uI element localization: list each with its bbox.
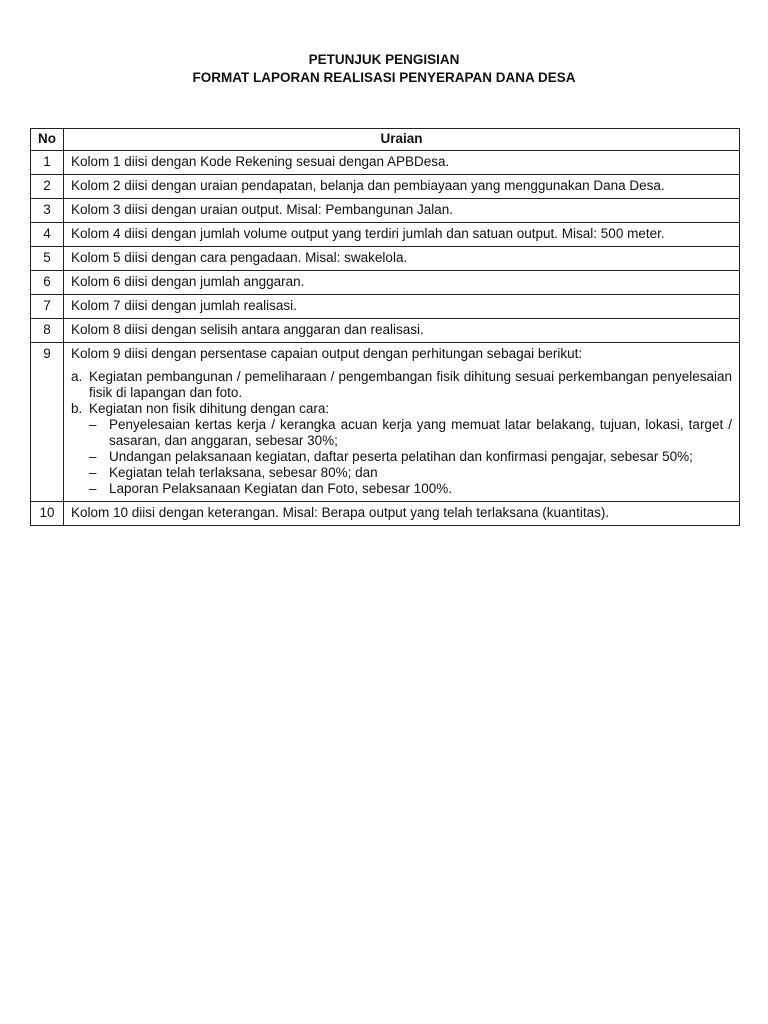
sub-item-b [71, 401, 732, 417]
row-text: Kolom 6 diisi dengan jumlah anggaran. [64, 271, 740, 295]
row-text: Kolom 10 diisi dengan keterangan. Misal: Berapa output yang telah terlaksana (kuantitas). [64, 502, 740, 526]
row-text: Kolom 2 diisi dengan uraian pendapatan, belanja dan pembiayaan yang menggunakan Dana Desa. [64, 175, 740, 199]
page-title: PETUNJUK PENGISIAN [308, 52, 460, 67]
dash-text: Undangan pelaksanaan kegiatan, daftar peserta pelatihan dan konfirmasi pengajar, sebesar 50%; [109, 449, 693, 464]
row-number: 9 [31, 343, 64, 502]
row-text: Kolom 9 diisi dengan persentase capaian output dengan perhitungan sebagai berikut: [71, 346, 583, 361]
table-row [31, 271, 740, 295]
row-text: Kolom 1 diisi dengan Kode Rekening sesuai dengan APBDesa. [64, 151, 740, 175]
sub-item-text: Kegiatan pembangunan / pemeliharaan / pengembangan fisik dihitung sesuai perkembangan penyelesaian fisik di lapangan dan foto. [89, 369, 732, 400]
dash-marker: – [89, 481, 97, 496]
row-cell [64, 343, 740, 502]
header-uraian: Uraian [64, 129, 740, 151]
table-row [31, 151, 740, 175]
dash-text: Kegiatan telah terlaksana, sebesar 80%; dan [109, 465, 378, 480]
sub-item-marker: a. [71, 369, 83, 384]
table-row [31, 199, 740, 223]
page-subtitle: FORMAT LAPORAN REALISASI PENYERAPAN DANA DESA [192, 70, 576, 85]
row-number: 6 [31, 271, 64, 295]
table-row [31, 247, 740, 271]
row-text: Kolom 5 diisi dengan cara pengadaan. Misal: swakelola. [64, 247, 740, 271]
dash-item [71, 449, 732, 465]
dash-text: Penyelesaian kertas kerja / kerangka acuan kerja yang memuat latar belakang, tujuan, lokasi, target / sasaran, dan anggaran, sebesar 30%; [109, 417, 732, 448]
row-number: 8 [31, 319, 64, 343]
sub-list [71, 369, 732, 497]
row-text: Kolom 8 diisi dengan selisih antara anggaran dan realisasi. [64, 319, 740, 343]
sub-item-marker: b. [71, 401, 83, 416]
dash-item [71, 481, 732, 497]
table-row [31, 343, 740, 502]
row-number: 2 [31, 175, 64, 199]
dash-item [71, 417, 732, 449]
dash-marker: – [89, 465, 97, 480]
row-number: 4 [31, 223, 64, 247]
header-no: No [31, 129, 64, 151]
table-row [31, 223, 740, 247]
row-text: Kolom 4 diisi dengan jumlah volume output yang terdiri jumlah dan satuan output. Misal: 500 meter. [64, 223, 740, 247]
table-row [31, 295, 740, 319]
sub-item-text: Kegiatan non fisik dihitung dengan cara: [89, 401, 330, 416]
row-text: Kolom 3 diisi dengan uraian output. Misal: Pembangunan Jalan. [64, 199, 740, 223]
dash-text: Laporan Pelaksanaan Kegiatan dan Foto, sebesar 100%. [109, 481, 452, 496]
table-row [31, 502, 740, 526]
dash-item [71, 465, 732, 481]
dash-marker: – [89, 417, 97, 432]
table-row [31, 319, 740, 343]
row-number: 7 [31, 295, 64, 319]
row-text: Kolom 7 diisi dengan jumlah realisasi. [64, 295, 740, 319]
row-number: 10 [31, 502, 64, 526]
row-number: 3 [31, 199, 64, 223]
table-row [31, 175, 740, 199]
row-number: 1 [31, 151, 64, 175]
table-header-row [31, 129, 740, 151]
dash-marker: – [89, 449, 97, 464]
sub-item-a [71, 369, 732, 401]
row-number: 5 [31, 247, 64, 271]
instruction-table [30, 128, 740, 526]
